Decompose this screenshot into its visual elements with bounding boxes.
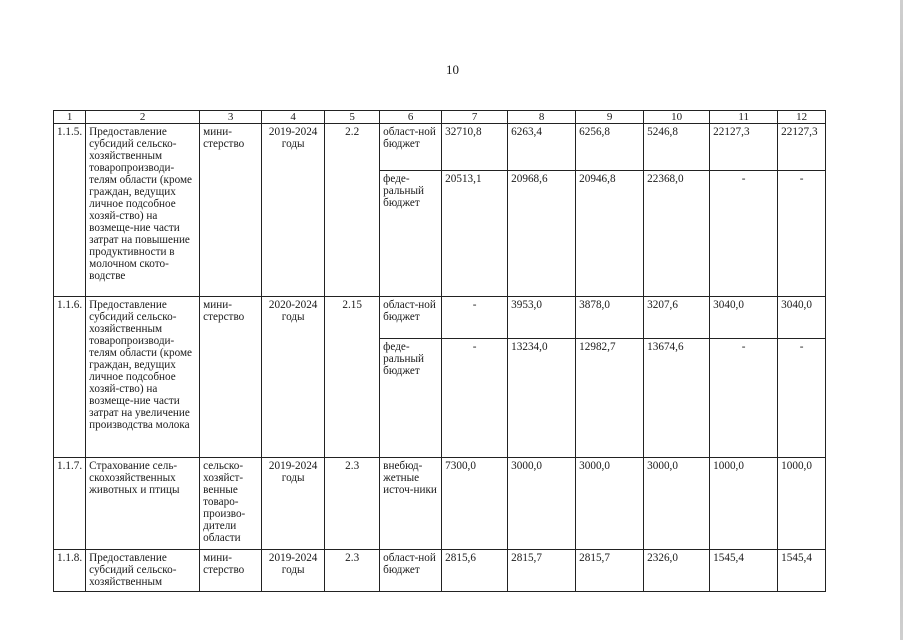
col-header: 8	[508, 111, 576, 124]
value-col10: 13674,6	[644, 339, 710, 458]
row-number: 1.1.5.	[54, 124, 86, 297]
executor: мини-стерство	[200, 297, 262, 458]
funding-source: феде-ральный бюджет	[380, 339, 442, 458]
row-number: 1.1.7.	[54, 458, 86, 550]
value-col11: -	[710, 171, 778, 297]
value-col10: 3000,0	[644, 458, 710, 550]
page-number: 10	[446, 62, 459, 77]
value-col9: 6256,8	[576, 124, 644, 171]
value-col12: 22127,3	[778, 124, 826, 171]
value-col12: 1545,4	[778, 550, 826, 592]
measure-name: Страхование сель-скохозяйственных животных и птицы	[86, 458, 200, 550]
table-row	[54, 124, 826, 171]
indicator-code: 2.3	[325, 550, 380, 592]
value-col12: -	[778, 171, 826, 297]
value-col7: 2815,6	[442, 550, 508, 592]
measure-name: Предоставление субсидий сельско-хозяйственным	[86, 550, 200, 592]
value-col7: 20513,1	[442, 171, 508, 297]
measure-name: Предоставление субсидий сельско-хозяйственным товаропроизводи-телям области (кроме граждан, ведущих личное подсобное хозяй-ство) на возмеще-ние части затрат на увеличение производства молока	[86, 297, 200, 458]
value-col11: 1000,0	[710, 458, 778, 550]
indicator-code: 2.2	[325, 124, 380, 297]
value-col8: 3953,0	[508, 297, 576, 339]
col-header: 12	[778, 111, 826, 124]
col-header: 3	[200, 111, 262, 124]
executor: мини-стерство	[200, 124, 262, 297]
row-number: 1.1.8.	[54, 550, 86, 592]
value-col10: 2326,0	[644, 550, 710, 592]
col-header: 7	[442, 111, 508, 124]
value-col12: 3040,0	[778, 297, 826, 339]
funding-source: област-ной бюджет	[380, 297, 442, 339]
period: 2019-2024 годы	[262, 124, 325, 297]
period: 2019-2024 годы	[262, 550, 325, 592]
value-col7: -	[442, 339, 508, 458]
value-col7: 7300,0	[442, 458, 508, 550]
value-col11: 1545,4	[710, 550, 778, 592]
col-header: 1	[54, 111, 86, 124]
col-header: 4	[262, 111, 325, 124]
value-col9: 3000,0	[576, 458, 644, 550]
value-col9: 3878,0	[576, 297, 644, 339]
value-col12: -	[778, 339, 826, 458]
value-col8: 20968,6	[508, 171, 576, 297]
table-row	[54, 297, 826, 339]
funding-source: феде-ральный бюджет	[380, 171, 442, 297]
value-col8: 6263,4	[508, 124, 576, 171]
col-header: 9	[576, 111, 644, 124]
col-header: 2	[86, 111, 200, 124]
value-col11: 22127,3	[710, 124, 778, 171]
funding-source: област-ной бюджет	[380, 550, 442, 592]
value-col10: 22368,0	[644, 171, 710, 297]
budget-table	[53, 110, 826, 592]
value-col12: 1000,0	[778, 458, 826, 550]
table-row	[54, 458, 826, 550]
page-edge-shadow	[900, 0, 903, 640]
executor: сельско-хозяйст-венные товаро-произво-дители области	[200, 458, 262, 550]
value-col9: 20946,8	[576, 171, 644, 297]
table-row	[54, 550, 826, 592]
value-col11: 3040,0	[710, 297, 778, 339]
period: 2020-2024 годы	[262, 297, 325, 458]
value-col10: 3207,6	[644, 297, 710, 339]
col-header: 5	[325, 111, 380, 124]
executor: мини-стерство	[200, 550, 262, 592]
value-col8: 13234,0	[508, 339, 576, 458]
col-header: 10	[644, 111, 710, 124]
value-col10: 5246,8	[644, 124, 710, 171]
col-header: 11	[710, 111, 778, 124]
value-col8: 2815,7	[508, 550, 576, 592]
row-number: 1.1.6.	[54, 297, 86, 458]
indicator-code: 2.3	[325, 458, 380, 550]
value-col7: -	[442, 297, 508, 339]
column-number-header	[54, 111, 826, 124]
measure-name: Предоставление субсидий сельско-хозяйственным товаропроизводи-телям области (кроме граждан, ведущих личное подсобное хозяй-ство) на возмеще-ние части затрат на повышение продуктивности в молочном ското-водстве	[86, 124, 200, 297]
value-col9: 2815,7	[576, 550, 644, 592]
funding-source: внебюд-жетные источ-ники	[380, 458, 442, 550]
indicator-code: 2.15	[325, 297, 380, 458]
funding-source: област-ной бюджет	[380, 124, 442, 171]
value-col9: 12982,7	[576, 339, 644, 458]
value-col11: -	[710, 339, 778, 458]
period: 2019-2024 годы	[262, 458, 325, 550]
col-header: 6	[380, 111, 442, 124]
value-col7: 32710,8	[442, 124, 508, 171]
value-col8: 3000,0	[508, 458, 576, 550]
